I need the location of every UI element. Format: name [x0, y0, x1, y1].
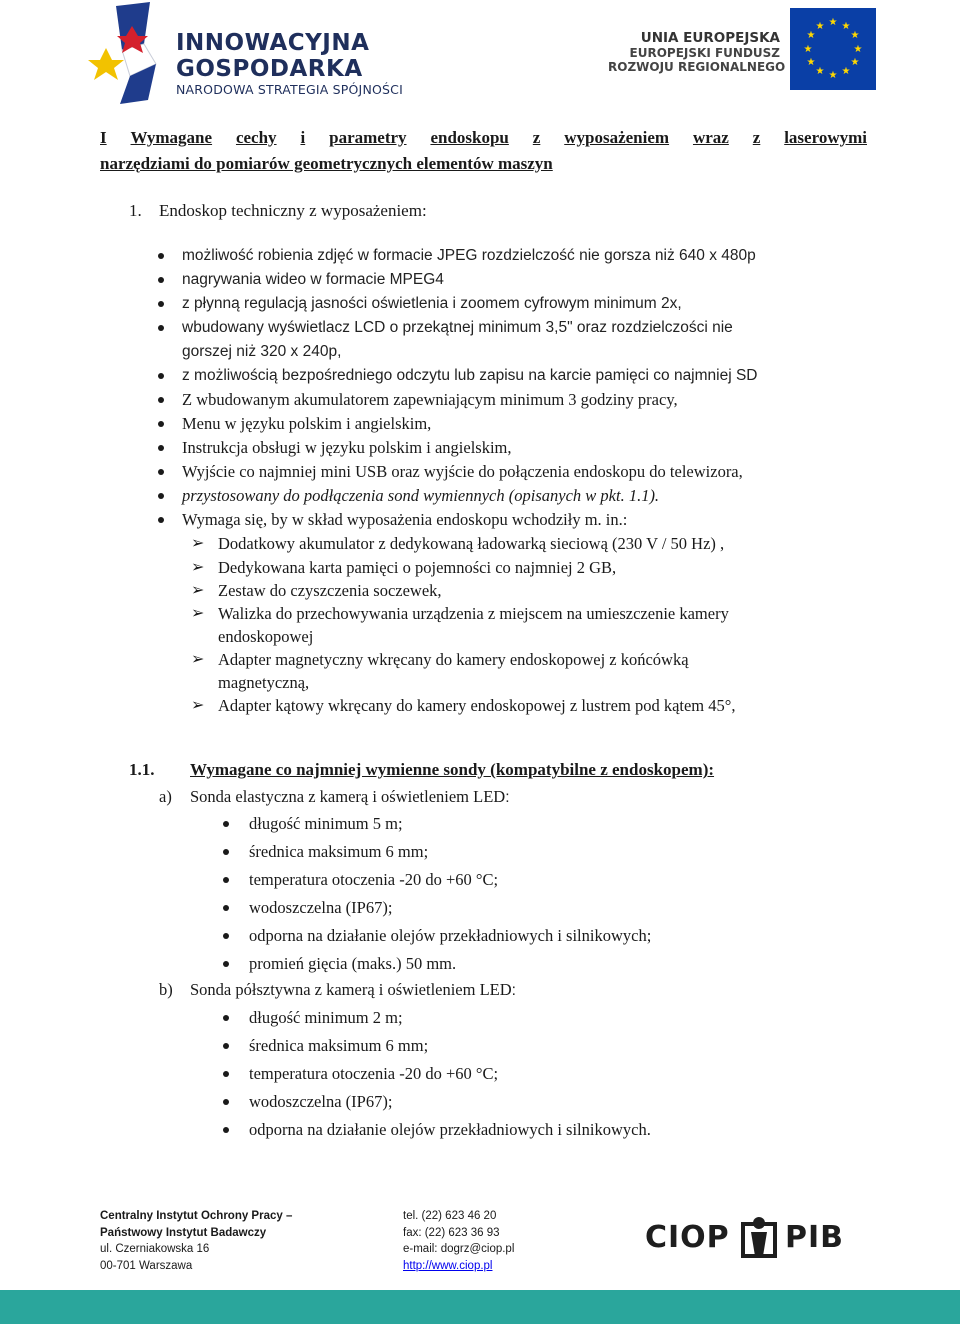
bullet-dot: [223, 1071, 229, 1077]
heading-word: wyposażeniem: [564, 128, 670, 147]
accessory-lens-kit: Zestaw do czyszczenia soczewek,: [218, 581, 442, 600]
ciop-pib-logo: [645, 1220, 865, 1262]
heading-word: z: [752, 128, 761, 147]
ciop-logo-left-text: CIOP: [645, 1220, 730, 1255]
heading-word: cechy: [235, 128, 277, 147]
svg-text:★: ★: [850, 30, 860, 41]
probe-a-diameter: średnica maksimum 6 mm;: [249, 842, 429, 861]
document-heading-line2: narzędziami do pomiarów geometrycznych elementów maszyn: [100, 154, 553, 173]
probe-b-diameter: średnica maksimum 6 mm;: [249, 1036, 429, 1055]
section1-title-text: Endoskop techniczny z wyposażeniem:: [159, 201, 427, 220]
eu-logo-text: [608, 30, 786, 74]
footer-address2: 00-701 Warszawa: [100, 1259, 193, 1272]
feature-battery: Z wbudowanym akumulatorem zapewniającym minimum 3 godziny pracy,: [182, 390, 678, 409]
bullet-dot: [223, 849, 229, 855]
ciop-logo-right-text: PIB: [785, 1220, 845, 1255]
heading-word: I: [100, 128, 107, 147]
footer-email[interactable]: e-mail: dogrz@ciop.pl: [403, 1243, 515, 1255]
heading-word: wraz: [692, 128, 729, 147]
feature-usb: Wyjście co najmniej mini USB oraz wyjście do połączenia endoskopu do telewizora,: [182, 462, 743, 481]
footer-color-bar: [0, 1290, 960, 1324]
feature-sd-card: z możliwością bezpośredniego odczytu lub zapisu na karcie pamięci co najmniej SD: [182, 367, 758, 384]
bullet-dot: [158, 325, 164, 331]
heading-word: Wymagane: [130, 128, 213, 147]
probe-b-title-text: Sonda półsztywna z kamerą i oświetleniem LED: [190, 980, 512, 999]
probe-a-temperature: temperatura otoczenia -20 do +60 °C;: [249, 870, 499, 889]
probe-b-length: długość minimum 2 m;: [249, 1008, 403, 1027]
bullet-dot: [223, 821, 229, 827]
feature-mpeg4: nagrywania wideo w formacie MPEG4: [182, 271, 444, 288]
innowacyjna-gospodarka-logo: [86, 2, 403, 104]
svg-text:★: ★: [841, 66, 851, 77]
arrow-bullet-icon: ➢: [191, 649, 205, 668]
svg-text:★: ★: [828, 70, 838, 81]
bullet-dot: [223, 877, 229, 883]
svg-text:★: ★: [803, 44, 813, 55]
probe-b-colon: :: [511, 982, 516, 999]
section1-number: 1.: [129, 201, 142, 220]
accessory-angle-adapter: Adapter kątowy wkręcany do kamery endoskopowej z lustrem pod kątem 45°,: [218, 696, 736, 715]
footer-contact: [403, 1208, 514, 1274]
bullet-dot: [223, 1099, 229, 1105]
feature-manual: Instrukcja obsługi w języku polskim i angielskim,: [182, 438, 512, 457]
bullet-dot: [158, 445, 164, 451]
svg-text:★: ★: [815, 66, 825, 77]
eu-flag-icon: [790, 8, 876, 90]
section11-title: Wymagane co najmniej wymienne sondy (kompatybilne z endoskopem):: [190, 760, 715, 779]
probe-b-oil-resistant: odporna na działanie olejów przekładniowych i silnikowych.: [249, 1120, 651, 1139]
accessory-magnetic-adapter-cont: magnetyczną,: [218, 673, 310, 692]
footer-org-line2: Państwowy Instytut Badawczy: [100, 1226, 267, 1239]
heading-word: laserowymi: [784, 128, 867, 147]
feature-brightness: z płynną regulacją jasności oświetlenia i zoomem cyfrowym minimum 2x,: [182, 295, 682, 312]
arrow-bullet-icon: ➢: [191, 603, 205, 622]
footer-address1: ul. Czerniakowska 16: [100, 1243, 210, 1255]
logo-line-gospodarka: GOSPODARKA: [176, 56, 363, 82]
probe-a-length: długość minimum 5 m;: [249, 814, 403, 833]
svg-text:★: ★: [841, 21, 851, 32]
svg-text:★: ★: [806, 30, 816, 41]
eu-logo-line3: ROZWOJU REGIONALNEGO: [608, 60, 786, 74]
person-shield-icon: [739, 1214, 779, 1258]
section1-title: [129, 201, 427, 221]
probe-a-title-text: Sonda elastyczna z kamerą i oświetleniem LED: [190, 787, 506, 806]
probe-a-colon: :: [505, 789, 510, 806]
heading-word: parametry: [329, 128, 407, 147]
bullet-dot: [223, 905, 229, 911]
section11-number: 1.1.: [129, 760, 155, 779]
probe-a-title: [159, 787, 510, 808]
feature-lcd-cont: gorszej niż 320 x 240p,: [182, 343, 342, 360]
eu-logo-line2: EUROPEJSKI FUNDUSZ: [629, 46, 780, 60]
document-heading-line1: [100, 128, 867, 148]
bullet-dot: [158, 301, 164, 307]
heading-word: endoskopu: [430, 128, 509, 147]
svg-text:★: ★: [806, 57, 816, 68]
bullet-dot: [223, 1043, 229, 1049]
bullet-dot: [223, 1015, 229, 1021]
accessory-memory-card: Dedykowana karta pamięci o pojemności co najmniej 2 GB,: [218, 558, 617, 577]
bullet-dot: [158, 373, 164, 379]
bullet-dot: [158, 253, 164, 259]
bullet-dot: [223, 933, 229, 939]
heading-word: z: [532, 128, 541, 147]
logo-line-innowacyjna: INNOWACYJNA: [176, 30, 370, 56]
svg-text:★: ★: [828, 17, 838, 28]
heading-word: i: [300, 128, 306, 147]
probe-a-oil-resistant: odporna na działanie olejów przekładniowych i silnikowych;: [249, 926, 652, 945]
probe-a-bend-radius: promień gięcia (maks.) 50 mm.: [249, 954, 457, 973]
arrow-bullet-icon: ➢: [191, 533, 205, 552]
bullet-dot: [158, 277, 164, 283]
probe-a-waterproof: wodoszczelna (IP67);: [249, 898, 393, 917]
footer-org-line1: Centralny Instytut Ochrony Pracy –: [100, 1210, 293, 1222]
svg-text:★: ★: [850, 57, 860, 68]
probe-b-title: [159, 980, 516, 1001]
footer-organization: [100, 1208, 292, 1274]
bullet-dot: [223, 961, 229, 967]
probe-a-letter: a): [159, 787, 172, 806]
arrow-bullet-icon: ➢: [191, 580, 205, 599]
bullet-dot: [223, 1127, 229, 1133]
feature-menu: Menu w języku polskim i angielskim,: [182, 414, 432, 433]
logo-line-strategia: NARODOWA STRATEGIA SPÓJNOŚCI: [176, 82, 403, 97]
accessory-case-cont: endoskopowej: [218, 627, 314, 646]
footer-tel: tel. (22) 623 46 20: [403, 1210, 497, 1222]
accessory-case: Walizka do przechowywania urządzenia z miejscem na umieszczenie kamery: [218, 604, 729, 623]
probe-b-waterproof: wodoszczelna (IP67);: [249, 1092, 393, 1111]
footer-fax: fax: (22) 623 36 93: [403, 1226, 500, 1239]
svg-text:★: ★: [853, 44, 863, 55]
eu-logo-line1: UNIA EUROPEJSKA: [640, 30, 780, 46]
bullet-dot: [158, 469, 164, 475]
bullet-dot: [158, 397, 164, 403]
eu-fund-logo: [590, 4, 880, 104]
bullet-dot: [158, 421, 164, 427]
feature-probes: przystosowany do podłączenia sond wymiennych (opisanych w pkt. 1.1).: [182, 486, 660, 505]
accessory-battery: Dodatkowy akumulator z dedykowaną ładowarką sieciową (230 V / 50 Hz) ,: [218, 534, 725, 553]
bullet-dot: [158, 493, 164, 499]
feature-equipment: Wymaga się, by w skład wyposażenia endoskopu wchodziły m. in.:: [182, 510, 628, 529]
feature-lcd: wbudowany wyświetlacz LCD o przekątnej minimum 3,5" oraz rozdzielczości nie: [182, 319, 733, 336]
probe-b-temperature: temperatura otoczenia -20 do +60 °C;: [249, 1064, 499, 1083]
star-flag-icon: [86, 2, 172, 104]
probe-b-letter: b): [159, 980, 173, 999]
svg-text:★: ★: [815, 21, 825, 32]
feature-jpeg: możliwość robienia zdjęć w formacie JPEG rozdzielczość nie gorsza niż 640 x 480p: [182, 247, 756, 264]
arrow-bullet-icon: ➢: [191, 557, 205, 576]
footer-website-link[interactable]: http://www.ciop.pl: [403, 1259, 493, 1272]
arrow-bullet-icon: ➢: [191, 695, 205, 714]
bullet-dot: [158, 517, 164, 523]
accessory-magnetic-adapter: Adapter magnetyczny wkręcany do kamery endoskopowej z końcówką: [218, 650, 689, 669]
